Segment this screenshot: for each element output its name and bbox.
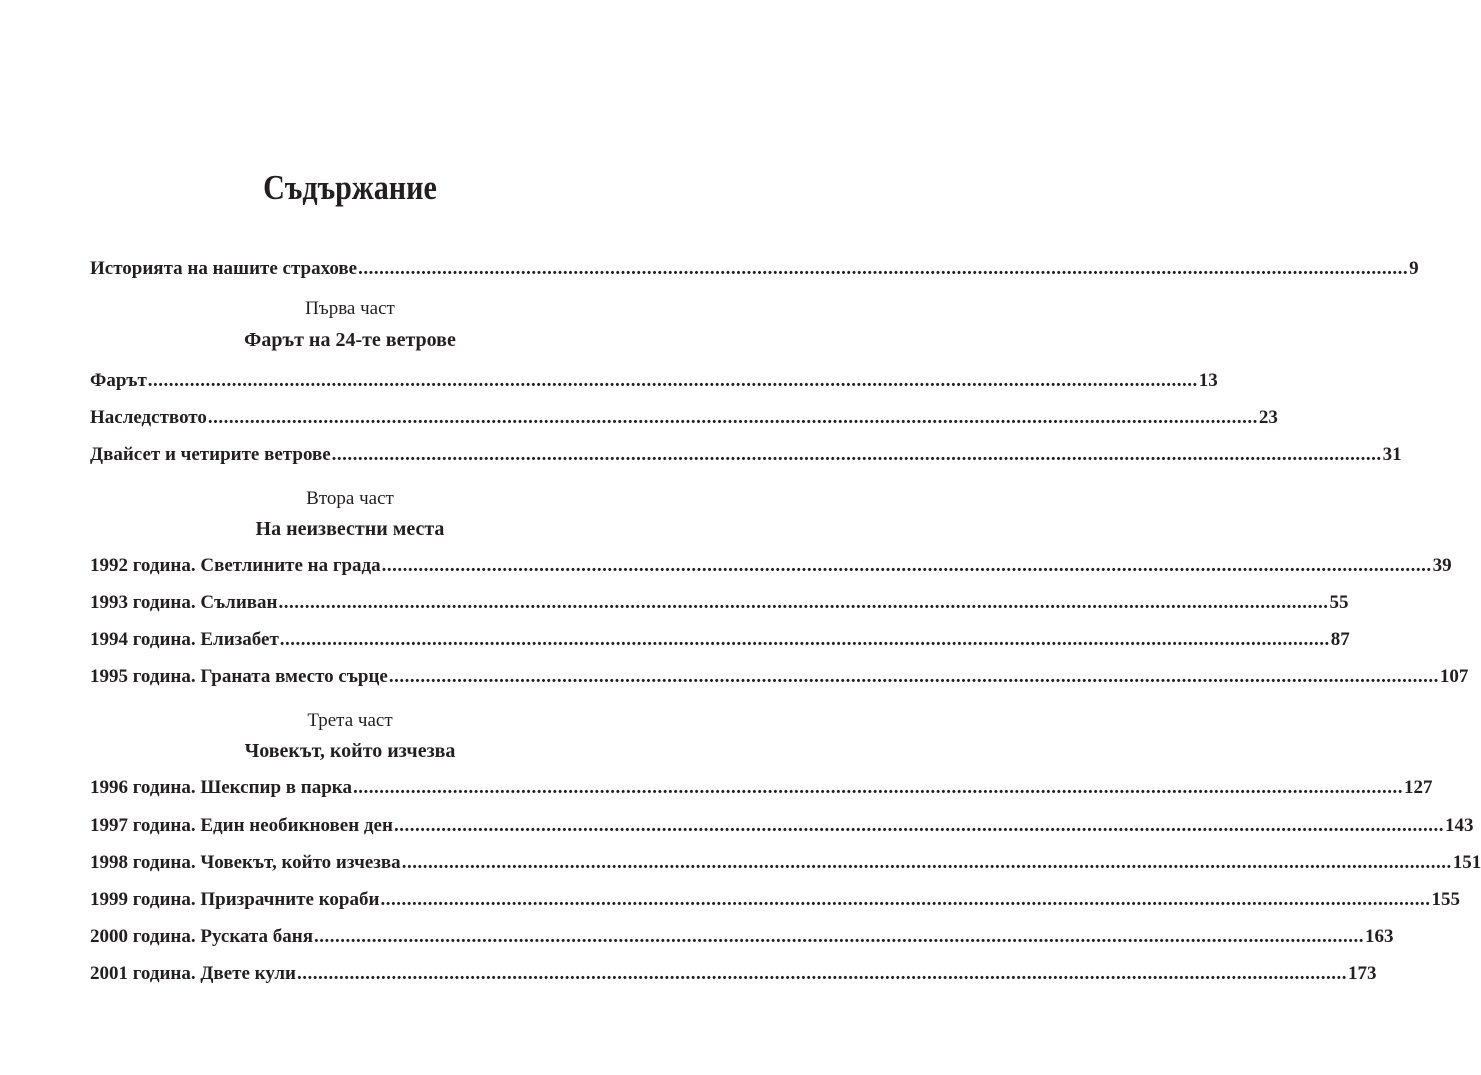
toc-leader-dots: ........................................................................................................................................................................................................	[388, 666, 1439, 687]
toc-entry	[90, 959, 1377, 989]
page-title: Съдържание	[263, 168, 437, 207]
toc-entry-page: 127	[1403, 777, 1433, 798]
toc-entry-page: 31	[1382, 444, 1402, 465]
part-label: Втора част	[306, 488, 394, 509]
toc-entry	[90, 366, 1218, 396]
toc-leader-dots: ........................................................................................................................................................................................................	[380, 889, 1431, 910]
toc-entry	[90, 625, 1350, 655]
toc-leader-dots: ........................................................................................................................................................................................................	[314, 926, 1365, 947]
toc-leader-dots: ........................................................................................................................................................................................................	[296, 963, 1347, 984]
toc-entry-page: 23	[1258, 407, 1278, 428]
toc-entry	[90, 885, 1460, 915]
toc-entry-title: 2001 година. Двете кули	[90, 963, 296, 984]
toc-entry-title: Фарът	[90, 370, 147, 391]
toc-entry-title: 1998 година. Човекът, който изчезва	[90, 852, 401, 873]
toc-entry	[90, 848, 1481, 878]
toc-entry-title: Наследството	[90, 407, 207, 428]
toc-leader-dots: ........................................................................................................................................................................................................	[352, 777, 1403, 798]
toc-entry-title: 1999 година. Призрачните кораби	[90, 889, 380, 910]
toc-entry	[90, 811, 1474, 841]
toc-leader-dots: ........................................................................................................................................................................................................	[331, 444, 1382, 465]
toc-entry-page: 9	[1409, 258, 1419, 279]
toc-entry-page: 163	[1365, 926, 1394, 947]
toc-entry	[90, 922, 1394, 952]
toc-entry-page: 173	[1347, 963, 1377, 984]
toc-leader-dots: ........................................................................................................................................................................................................	[401, 852, 1452, 873]
part-title: На неизвестни места	[255, 518, 445, 540]
toc-leader-dots: ........................................................................................................................................................................................................	[279, 629, 1330, 650]
toc-entry-page: 55	[1329, 592, 1349, 613]
toc-entry	[90, 662, 1469, 692]
toc-entry-intro	[90, 254, 1419, 284]
toc-entry-title: 1994 година. Елизабет	[90, 629, 279, 650]
toc-entry	[90, 403, 1278, 433]
toc-leader-dots: ........................................................................................................................................................................................................	[207, 407, 1258, 428]
toc-leader-dots: ........................................................................................................................................................................................................	[147, 370, 1198, 391]
toc-entry	[90, 551, 1452, 581]
toc-entry-page: 155	[1431, 889, 1460, 910]
toc-entry-page: 107	[1439, 666, 1469, 687]
toc-leader-dots: ........................................................................................................................................................................................................	[381, 555, 1432, 576]
toc-entry-title: 1992 година. Светлините на града	[90, 555, 381, 576]
toc-entry-title: 1996 година. Шекспир в парка	[90, 777, 352, 798]
toc-entry-page: 39	[1432, 555, 1452, 576]
part-label: Трета част	[307, 710, 393, 731]
toc-entry-page: 87	[1330, 629, 1350, 650]
part-title: Фарът на 24-те ветрове	[244, 329, 456, 351]
part-label: Първа част	[305, 298, 395, 319]
toc-leader-dots: ........................................................................................................................................................................................................	[358, 258, 1409, 279]
toc-entry-title: Двайсет и четирите ветрове	[90, 444, 331, 465]
toc-entry-page: 13	[1198, 370, 1218, 391]
toc-entry	[90, 440, 1402, 470]
toc-entry-title: 1997 година. Един необикновен ден	[90, 815, 393, 836]
toc-entry-page: 151	[1452, 852, 1481, 873]
toc-entry-page: 143	[1444, 815, 1474, 836]
toc-entry	[90, 773, 1433, 803]
part-title: Човекът, който изчезва	[244, 740, 456, 762]
toc-entry-title: Историята на нашите страхове	[90, 258, 358, 279]
toc-entry-title: 2000 година. Руската баня	[90, 926, 314, 947]
toc-entry-title: 1995 година. Граната вместо сърце	[90, 666, 388, 687]
toc-leader-dots: ........................................................................................................................................................................................................	[278, 592, 1329, 613]
toc-entry	[90, 588, 1349, 618]
toc-entry-title: 1993 година. Съливан	[90, 592, 278, 613]
toc-leader-dots: ........................................................................................................................................................................................................	[393, 815, 1444, 836]
